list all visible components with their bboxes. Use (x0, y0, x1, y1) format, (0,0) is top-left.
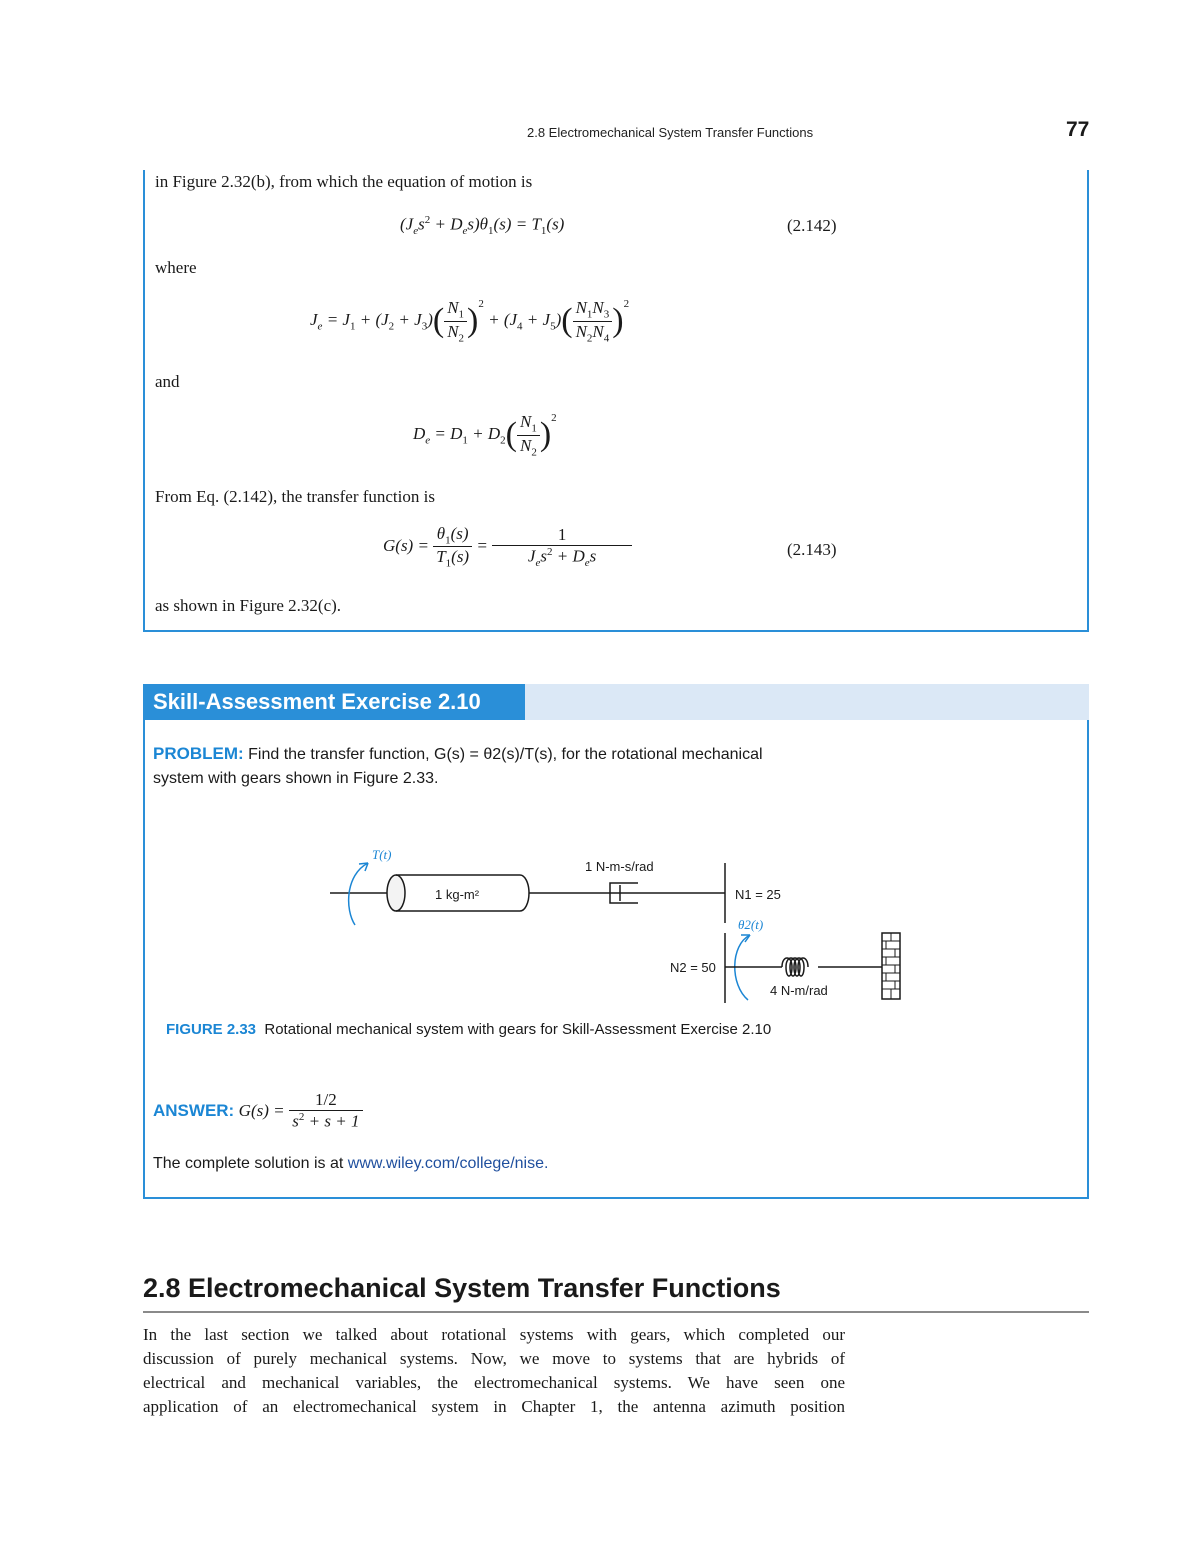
section-rule (143, 1311, 1089, 1313)
body-line-2: discussion of purely mechanical systems. Now, we move to systems that are hybrids of (143, 1349, 845, 1368)
answer: ANSWER: G(s) = $\frac{1/2}{s^2 + s + 1}$ (153, 1090, 363, 1132)
solution-text: The complete solution is at (153, 1155, 344, 1172)
problem-text-2: system with gears shown in Figure 2.33. (153, 770, 439, 787)
inertia-label: 1 kg-m² (435, 887, 480, 902)
body-line-4: application of an electromechanical system in Chapter 1, the antenna azimuth position (143, 1397, 845, 1416)
solution-link[interactable]: www.wiley.com/college/nise. (347, 1155, 549, 1172)
equation-je: $J_e = J_1 + (J_2 + J_3)$( $\frac{N_1}{N_2}$ )$^2 + (J_4 + J_5)$( $\frac{N_1N_3}{N_2N_4}$ )$^2$ (310, 298, 630, 344)
n2-label: N2 = 50 (670, 960, 716, 975)
from-eq-text: From Eq. (2.142), the transfer function is (155, 487, 435, 506)
spring-label: 4 N-m/rad (770, 983, 828, 998)
inertia-left-face (387, 875, 405, 911)
solution-line (153, 1155, 548, 1173)
where-text: where (155, 258, 197, 277)
spring (782, 958, 808, 976)
figure-caption-label: FIGURE 2.33 (166, 1021, 257, 1038)
page-number: 77 (1066, 118, 1090, 141)
body-line-1: In the last section we talked about rotational systems with gears, which completed our (143, 1325, 845, 1344)
n1-label: N1 = 25 (735, 887, 781, 902)
torque-arrow (349, 863, 368, 925)
answer-numerator: 1/2 (289, 1090, 363, 1111)
section-title: 2.8 Electromechanical System Transfer Functions (143, 1273, 781, 1303)
equation-2-142: $(J_es^2 + D_es)\theta_1(s) = T_1(s)$ (400, 214, 565, 238)
exercise-title: Skill-Assessment Exercise 2.10 (143, 684, 525, 720)
as-shown-text: as shown in Figure 2.32(c). (155, 596, 342, 615)
intro-text: in Figure 2.32(b), from which the equation of motion is (155, 172, 533, 191)
torque-label: T(t) (372, 847, 392, 862)
problem-label: PROBLEM: (153, 744, 244, 763)
problem-line-1 (153, 744, 763, 764)
answer-label: ANSWER: (153, 1100, 235, 1120)
and-text: and (155, 372, 180, 391)
equation-number-2-142: (2.142) (787, 216, 837, 235)
equation-de: $D_e = D_1 + D_2$( $\frac{N_1}{N_2}$ )$^2$ (413, 412, 557, 458)
equation-2-143: G(s) = $\frac{\theta_1(s)}{T_1(s)}$ = $\frac{1}{J_es^2 + D_es}$ (383, 524, 632, 570)
problem-text-1: Find the transfer function, G(s) = θ2(s)/T(s), for the rotational mechanical (248, 746, 763, 763)
figure-caption-text: Rotational mechanical system with gears for Skill-Assessment Exercise 2.10 (264, 1021, 772, 1038)
running-title: 2.8 Electromechanical System Transfer Functions (527, 125, 814, 140)
body-line-3: electrical and mechanical variables, the electromechanical systems. We have seen one (143, 1373, 845, 1392)
equation-number-2-143: (2.143) (787, 540, 837, 559)
figure-2-33 (320, 835, 920, 1010)
figure-caption (166, 1021, 771, 1038)
theta-label: θ2(t) (738, 917, 764, 932)
damper-label: 1 N-m-s/rad (585, 859, 654, 874)
